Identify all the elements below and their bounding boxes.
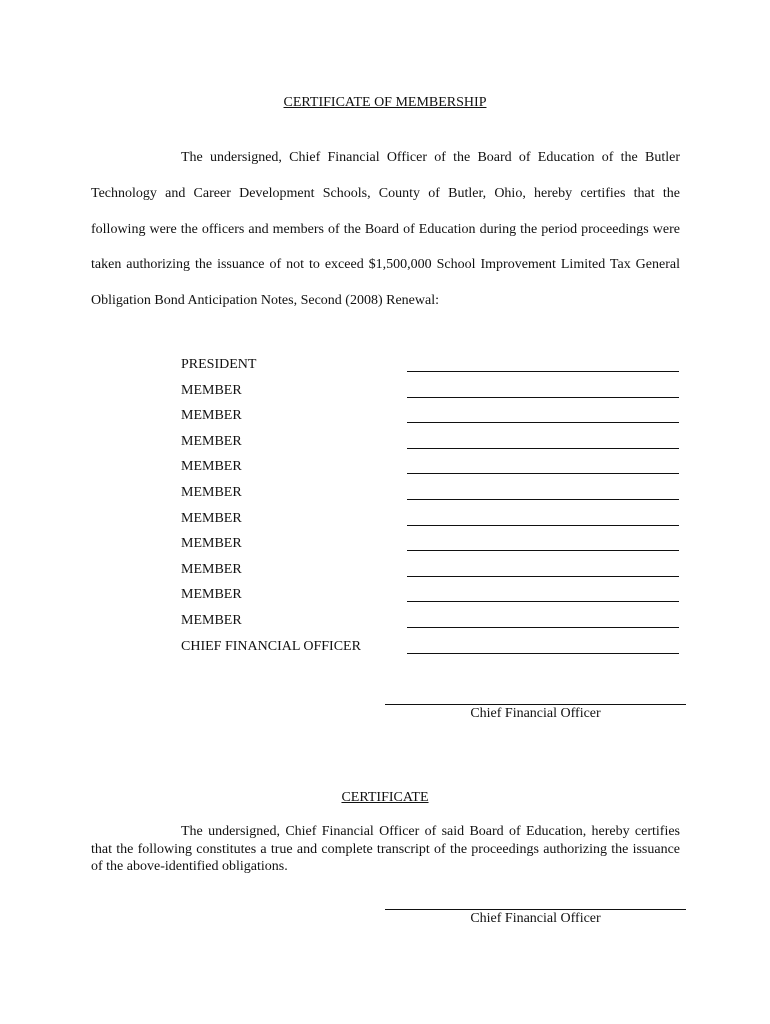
officer-signature-line[interactable] — [407, 525, 679, 526]
officer-signature-line[interactable] — [407, 653, 679, 654]
officer-signature-line[interactable] — [407, 601, 679, 602]
officer-row — [0, 560, 770, 580]
officer-row — [0, 381, 770, 401]
membership-certificate-text: The undersigned, Chief Financial Officer of the Board of Education of the Butler Technology and Career Development Schools, County of Butler, Ohio, hereby certifies that the following were the officers and members of the Board of Education during the period proceedings were taken authorizing the issuance of not to exceed $1,500,000 School Improvement Limited Tax General Obligation Bond Anticipation Notes, Second (2008) Renewal: — [91, 150, 680, 309]
officer-signature-line[interactable] — [407, 422, 679, 423]
officer-role-label: CHIEF FINANCIAL OFFICER — [181, 638, 361, 654]
officer-signature-line[interactable] — [407, 371, 679, 372]
officer-role-label: PRESIDENT — [181, 357, 257, 372]
officer-role-label: MEMBER — [181, 613, 242, 628]
officer-role-label: MEMBER — [181, 408, 242, 424]
membership-certificate-title: CERTIFICATE OF MEMBERSHIP — [283, 95, 487, 110]
officer-role-label: MEMBER — [181, 433, 242, 449]
cfo-signature-label-1: Chief Financial Officer — [470, 706, 601, 721]
officer-signature-line[interactable] — [407, 499, 679, 500]
officer-row — [0, 611, 770, 631]
officer-signature-line[interactable] — [407, 627, 679, 628]
officer-role-label: MEMBER — [181, 536, 242, 552]
officer-row — [0, 534, 770, 554]
officer-row — [0, 637, 770, 657]
officer-role-label: MEMBER — [181, 587, 242, 603]
certificate-title: CERTIFICATE — [341, 790, 429, 805]
officer-row — [0, 483, 770, 503]
officer-role-label: MEMBER — [181, 459, 242, 475]
officer-row — [0, 509, 770, 529]
officer-role-label: MEMBER — [181, 382, 242, 398]
officer-signature-line[interactable] — [407, 550, 679, 551]
cfo-signature-line-1[interactable] — [385, 704, 686, 705]
officer-signature-line[interactable] — [407, 448, 679, 449]
officer-row — [0, 406, 770, 426]
officer-row — [0, 457, 770, 477]
cfo-signature-line-2[interactable] — [385, 909, 686, 910]
officer-signature-line[interactable] — [407, 576, 679, 577]
cfo-signature-label-2: Chief Financial Officer — [470, 911, 601, 926]
officer-row — [0, 585, 770, 605]
officer-signature-line[interactable] — [407, 397, 679, 398]
officer-role-label: MEMBER — [181, 561, 242, 577]
officer-row — [0, 355, 770, 375]
officer-row — [0, 432, 770, 452]
certificate-text: The undersigned, Chief Financial Officer of said Board of Education, hereby certifies that the following constitutes a true and complete transcript of the proceedings authorizing the issuance of the above-identified obligations. — [91, 824, 680, 874]
officer-role-label: MEMBER — [181, 510, 242, 526]
officer-signature-line[interactable] — [407, 473, 679, 474]
officer-role-label: MEMBER — [181, 485, 242, 500]
